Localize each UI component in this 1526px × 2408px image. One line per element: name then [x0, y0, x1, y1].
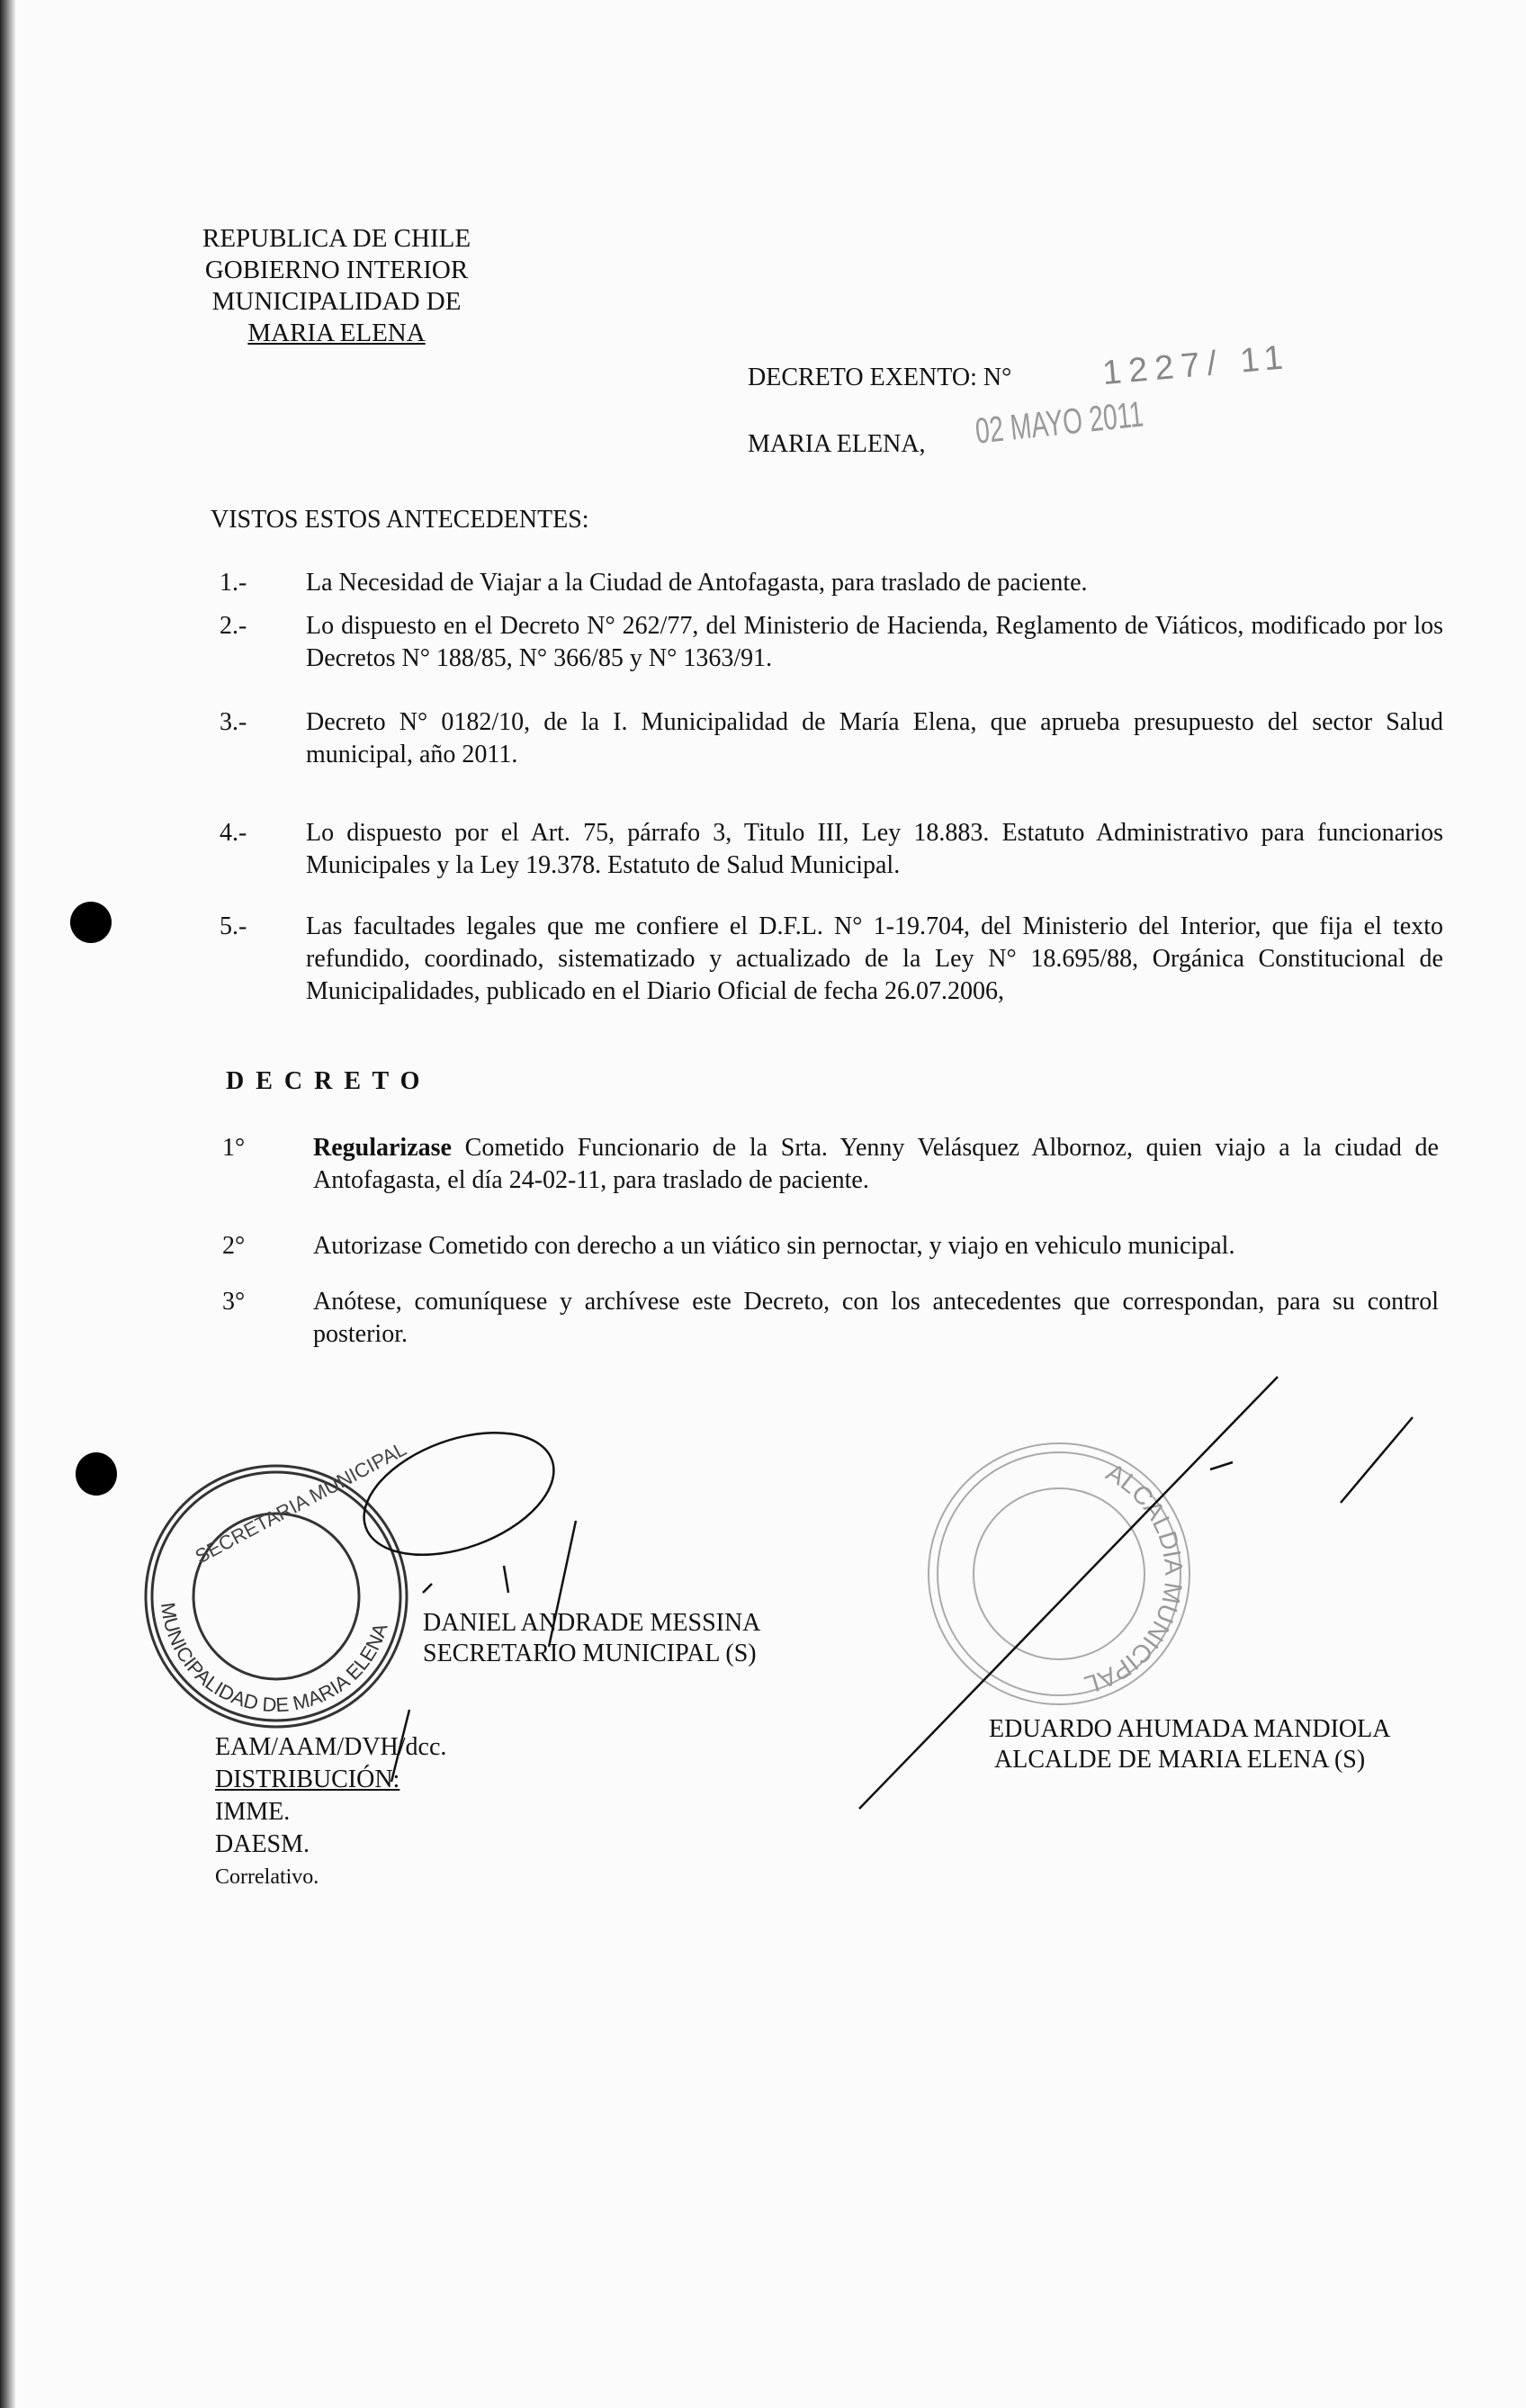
item-text: Las facultades legales que me confiere el D.F.L. N° 1-19.704, del Ministerio del Interior, que fija el texto refundido, coordinado, sistematizado y actualizado de la Ley N° 18.695/88, Orgánica Constitucional de Municipalidades, publicado en el Diario Oficial de fecha 26.07.2006,: [306, 912, 1443, 1005]
item-number: 5.-: [220, 912, 247, 940]
punch-hole: [70, 902, 112, 943]
letterhead-line: GOBIERNO INTERIOR: [204, 256, 469, 284]
initials: EAM/AAM/DVH/dcc.: [215, 1733, 447, 1761]
item-text: Cometido Funcionario de la Srta. Yenny Velásquez Albornoz, quien viajo a la ciudad de Antofagasta, el día 24-02-11, para traslado de paciente.: [313, 1134, 1439, 1194]
item-text: La Necesidad de Viajar a la Ciudad de Antofagasta, para traslado de paciente.: [306, 569, 1088, 597]
letterhead-line: REPUBLICA DE CHILE: [202, 224, 471, 253]
date-stamp: 02 MAYO 2011: [974, 394, 1145, 452]
distribution-item: DAESM.: [215, 1830, 310, 1858]
item-number: 3.-: [220, 708, 247, 736]
seal-text-left: MUNICIPALIDAD DE MARIA ELENA: [156, 1601, 392, 1717]
item-number: 3°: [222, 1288, 246, 1316]
municipal-seal-right: [929, 1443, 1189, 1704]
item-text: Autorizase Cometido con derecho a un viático sin pernoctar, y viajo en vehiculo municipal.: [313, 1232, 1235, 1260]
letterhead-line: MARIA ELENA: [247, 319, 426, 347]
vistos-title: VISTOS ESTOS ANTECEDENTES:: [211, 506, 589, 534]
item-number: 4.-: [220, 819, 247, 847]
signer-right-name: EDUARDO AHUMADA MANDIOLA: [989, 1715, 1391, 1743]
item-number: 2°: [222, 1232, 246, 1260]
item-bold-verb: Regularizase: [313, 1134, 452, 1162]
correlativo-note: Correlativo.: [215, 1865, 319, 1889]
distribution-title: DISTRIBUCIÓN:: [215, 1766, 400, 1793]
decree-label: DECRETO EXENTO: N°: [748, 364, 1012, 391]
signer-left-name: DANIEL ANDRADE MESSINA: [423, 1609, 761, 1637]
signature-right: [859, 1377, 1413, 1809]
place-label: MARIA ELENA,: [748, 430, 926, 458]
seal-inner-text-left: SECRETARIA MUNICIPAL: [191, 1437, 410, 1568]
item-text: Lo dispuesto por el Art. 75, párrafo 3, Titulo III, Ley 18.883. Estatuto Administrativo para funcionarios Municipales y la Ley 19.378. Estatuto de Salud Municipal.: [306, 819, 1443, 879]
item-number: 2.-: [220, 612, 247, 640]
item-number: 1°: [222, 1134, 246, 1162]
item-number: 1.-: [220, 569, 247, 597]
item-text: Decreto N° 0182/10, de la I. Municipalidad de María Elena, que aprueba presupuesto del sector Salud municipal, año 2011.: [306, 708, 1443, 768]
item-text: Lo dispuesto en el Decreto N° 262/77, del Ministerio de Hacienda, Reglamento de Viáticos, modificado por los Decretos N° 188/85, N° 366/85 y N° 1363/91.: [306, 612, 1443, 672]
signer-right-role: ALCALDE DE MARIA ELENA (S): [994, 1746, 1366, 1774]
punch-hole: [76, 1452, 117, 1496]
signer-left-role: SECRETARIO MUNICIPAL (S): [423, 1640, 757, 1667]
decree-number-stamp: 1227/ 11: [1100, 337, 1292, 393]
seal-text-right: ALCALDIA MUNICIPAL: [1081, 1458, 1189, 1700]
decreto-title: D E C R E T O: [226, 1067, 423, 1095]
distribution-item: IMME.: [215, 1798, 291, 1826]
letterhead-line: MUNICIPALIDAD DE: [211, 287, 462, 316]
item-text: Anótese, comuníquese y archívese este Decreto, con los antecedentes que correspondan, para su control posterior.: [313, 1288, 1439, 1348]
